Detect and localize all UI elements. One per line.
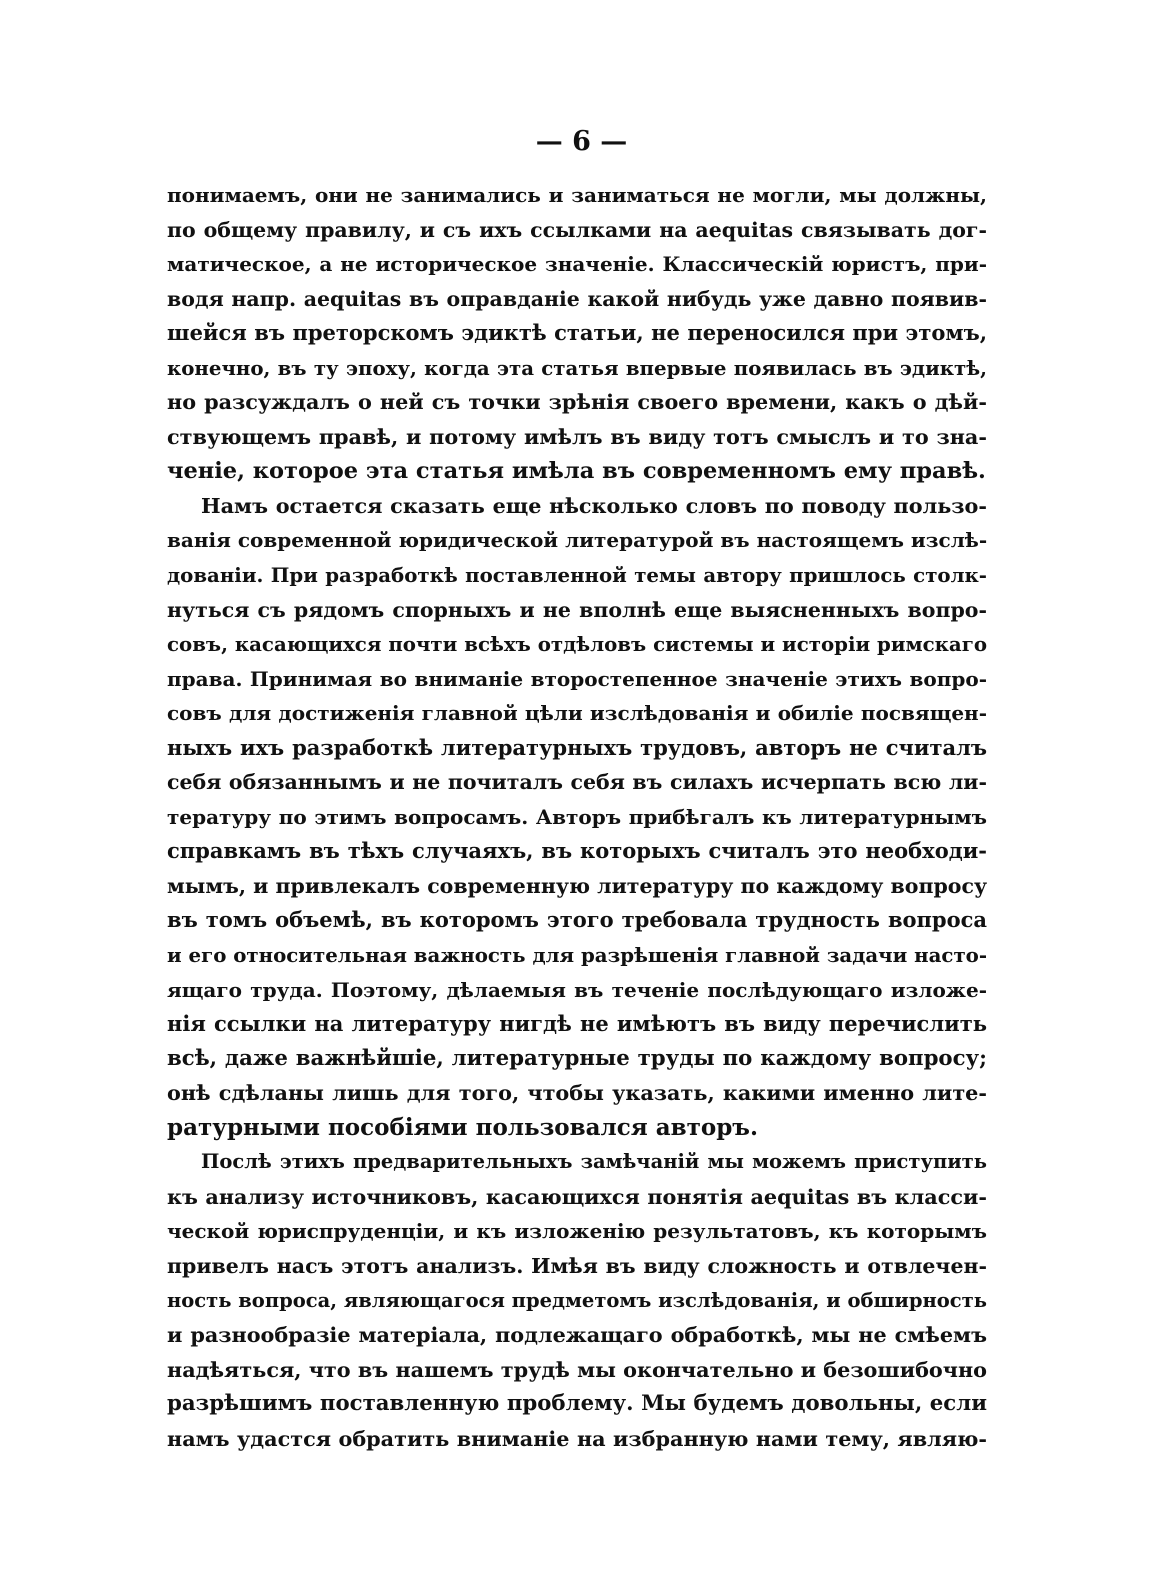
text-line: матическое, а не историческое значенiе. Классическiй юристъ, при- [167, 252, 987, 277]
text-line: дованiи. При разработкѣ поставленной темы автору пришлось столк- [167, 563, 987, 588]
text-line: ванiя современной юридической литературой въ настоящемъ изслѣ- [167, 528, 988, 553]
text-line: нуться съ рядомъ спорныхъ и не вполнѣ еще выясненныхъ вопро- [167, 597, 987, 622]
text-line: тературу по этимъ вопросамъ. Авторъ прибѣгалъ къ литературнымъ [167, 804, 987, 829]
text-line: онѣ сдѣланы лишь для того, чтобы указать, какими именно лите- [167, 1081, 987, 1106]
text-line: конечно, въ ту эпоху, когда эта статья впервые появилась въ эдиктѣ, [167, 355, 987, 380]
text-line: но разсуждалъ о ней съ точки зрѣнiя своего времени, какъ о дѣй- [167, 390, 987, 415]
text-line: ченiе, которое эта статья имѣла въ современномъ ему правѣ. [167, 458, 986, 485]
text-line: ность вопроса, являющагося предметомъ изслѣдованiя, и обширность [167, 1288, 987, 1312]
text-line: Намъ остается сказать еще нѣсколько словъ по поводу пользо- [201, 493, 987, 518]
text-line: привелъ насъ этотъ анализъ. Имѣя въ виду сложность и отвлечен- [167, 1253, 987, 1278]
body-text [167, 178, 987, 1456]
page-number: — 6 — [535, 126, 628, 157]
text-line: и разнообразiе матерiала, подлежащаго обработкѣ, мы не смѣемъ [167, 1323, 987, 1348]
text-line: въ томъ объемѣ, въ которомъ этого требовала трудность вопроса [167, 907, 987, 933]
text-line: къ анализу источниковъ, касающихся понятiя aequitas въ класси- [167, 1184, 987, 1209]
text-line: совъ, касающихся почти всѣхъ отдѣловъ системы и исторiи римскаго [167, 632, 987, 657]
text-line: ратурными пособiями пользовался авторъ. [167, 1113, 758, 1141]
text-line: водя напр. aequitas въ оправданiе какой нибудь уже давно появив- [167, 286, 987, 311]
text-line: шейся въ преторскомъ эдиктѣ статьи, не переносился при этомъ, [167, 320, 987, 346]
text-line: себя обязаннымъ и не почиталъ себя въ силахъ исчерпать всю ли- [167, 770, 987, 795]
paragraph [167, 1145, 987, 1456]
text-line: ствующемъ правѣ, и потому имѣлъ въ виду тотъ смыслъ и то зна- [167, 424, 987, 449]
text-line: разрѣшимъ поставленную проблему. Мы будемъ довольны, если [167, 1391, 987, 1417]
text-line: ныхъ ихъ разработкѣ литературныхъ трудовъ, авторъ не считалъ [167, 734, 987, 760]
text-line: надѣяться, что въ нашемъ трудѣ мы окончательно и безошибочно [167, 1357, 987, 1382]
text-line: понимаемъ, они не занимались и заниматься не могли, мы должны, [167, 183, 987, 207]
text-line: всѣ, даже важнѣйшiе, литературные труды по каждому вопросу; [167, 1045, 987, 1071]
text-line: Послѣ этихъ предварительныхъ замѣчанiй мы можемъ приступить [201, 1150, 987, 1174]
text-line: совъ для достиженiя главной цѣли изслѣдованiя и обилiе посвящен- [167, 701, 987, 726]
paragraph [167, 489, 987, 1145]
text-line: намъ удастся обратить вниманiе на избранную нами тему, являю- [167, 1426, 987, 1451]
paragraph [167, 178, 987, 489]
text-line: права. Принимая во вниманiе второстепенное значенiе этихъ вопро- [167, 666, 987, 691]
text-line: ческой юриспруденцiи, и къ изложенiю результатовъ, къ которымъ [167, 1219, 987, 1244]
text-line: ящаго труда. Поэтому, дѣлаемыя въ теченiе послѣдующаго изложе- [167, 977, 987, 1002]
text-line: справкамъ въ тѣхъ случаяхъ, въ которыхъ считалъ это необходи- [167, 838, 987, 864]
text-line: по общему правилу, и съ ихъ ссылками на aequitas связывать дог- [167, 217, 987, 242]
text-line: и его относительная важность для разрѣшенiя главной задачи насто- [167, 943, 988, 968]
text-line: мымъ, и привлекалъ современную литературу по каждому вопросу [167, 873, 988, 898]
text-line: нiя ссылки на литературу нигдѣ не имѣютъ въ виду перечислить [167, 1011, 987, 1037]
